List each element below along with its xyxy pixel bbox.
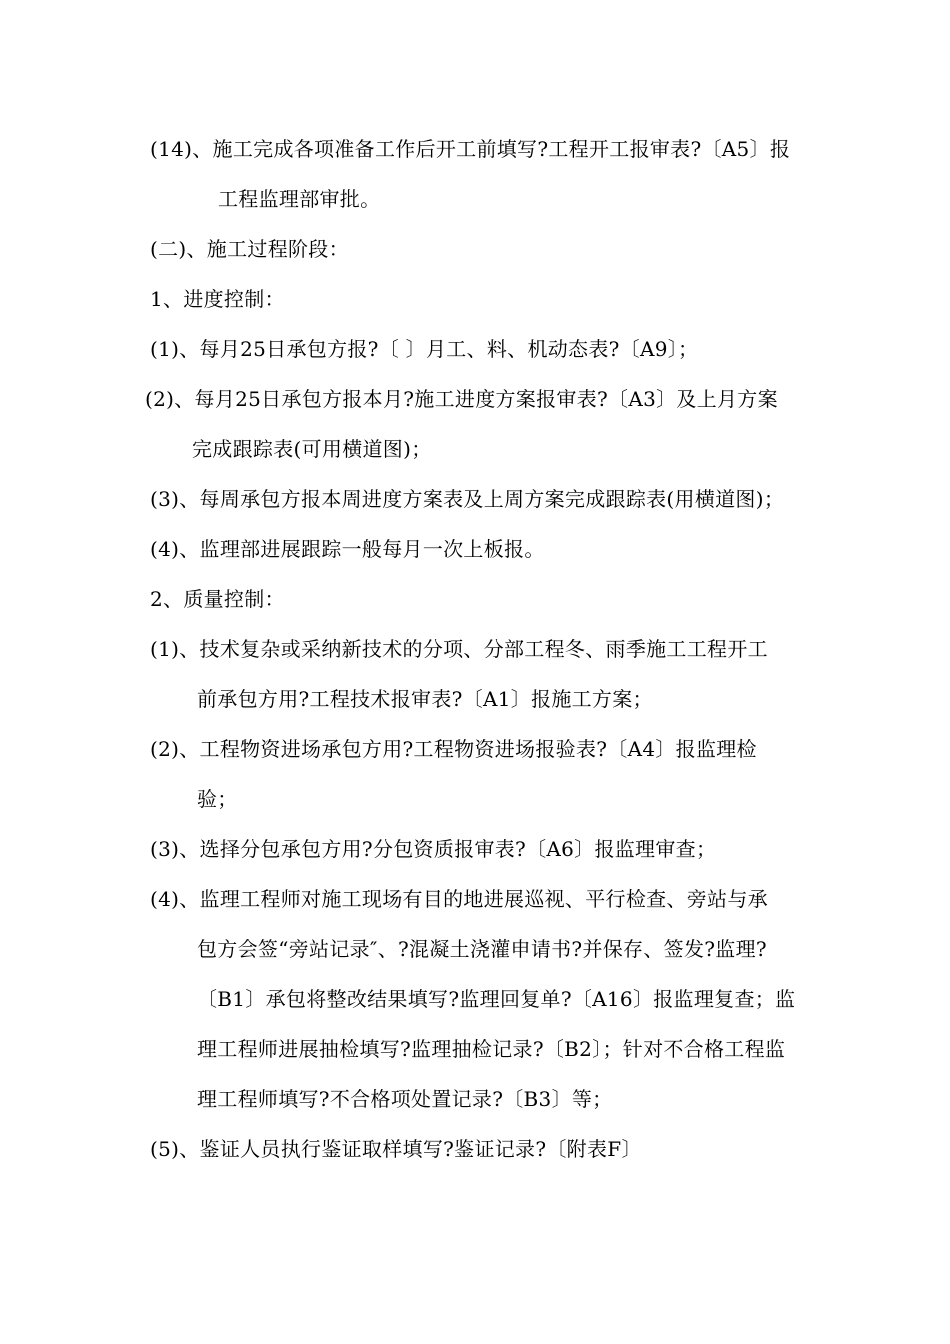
subheading-progress-control: 1、进度控制： bbox=[150, 287, 285, 311]
text-line-quality-4-cont-2: 〔B1〕承包将整改结果填写?监理回复单?〔A16〕报监理复查；监 bbox=[197, 987, 796, 1011]
text-line-quality-4-cont-3: 理工程师进展抽检填写?监理抽检记录?〔B2〕；针对不合格工程监 bbox=[197, 1037, 786, 1061]
text-line-progress-1: (1)、每月25日承包方报?〔 〕月工、料、机动态表?〔A9〕； bbox=[150, 337, 699, 361]
text-line-quality-4: (4)、监理工程师对施工现场有目的地进展巡视、平行检查、旁站与承 bbox=[150, 887, 768, 911]
text-line-progress-4: (4)、监理部进展跟踪一般每月一次上板报。 bbox=[150, 537, 545, 561]
text-line-quality-4-cont-1: 包方会签“旁站记录″、?混凝土浇灌申请书?并保存、签发?监理? bbox=[197, 937, 767, 961]
text-line-progress-2-cont: 完成跟踪表(可用横道图)； bbox=[192, 437, 432, 461]
text-line-quality-1: (1)、技术复杂或采纳新技术的分项、分部工程冬、雨季施工工程开工 bbox=[150, 637, 768, 661]
text-line-quality-3: (3)、选择分包承包方用?分包资质报审表?〔A6〕报监理审查； bbox=[150, 837, 717, 861]
text-line-quality-5: (5)、鉴证人员执行鉴证取样填写?鉴证记录?〔附表F〕 bbox=[150, 1137, 642, 1161]
text-line-progress-2: (2)、每月25日承包方报本月?施工进度方案报审表?〔A3〕及上月方案 bbox=[145, 387, 778, 411]
section-heading-construction-process: (二)、施工过程阶段： bbox=[150, 237, 349, 261]
text-line-item-14-cont: 工程监理部审批。 bbox=[218, 187, 381, 211]
subheading-quality-control: 2、质量控制： bbox=[150, 587, 285, 611]
text-line-quality-2: (2)、工程物资进场承包方用?工程物资进场报验表?〔A4〕报监理检 bbox=[150, 737, 757, 761]
text-line-item-14: (14)、施工完成各项准备工作后开工前填写?工程开工报审表?〔A5〕报 bbox=[150, 137, 791, 161]
text-line-progress-3: (3)、每周承包方报本周进度方案表及上周方案完成跟踪表(用横道图)； bbox=[150, 487, 785, 511]
text-line-quality-1-cont: 前承包方用?工程技术报审表?〔A1〕报施工方案； bbox=[197, 687, 653, 711]
text-line-quality-4-cont-4: 理工程师填写?不合格项处置记录?〔B3〕等； bbox=[197, 1087, 613, 1111]
text-line-quality-2-cont: 验； bbox=[197, 787, 238, 811]
